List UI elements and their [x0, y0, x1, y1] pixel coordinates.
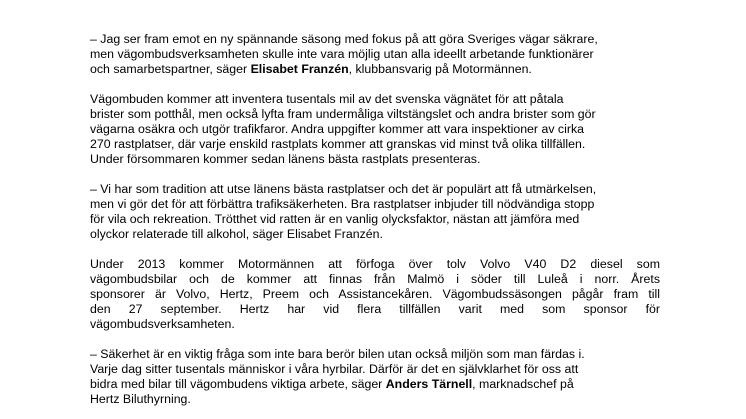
- text-line: – Jag ser fram emot en ny spännande säsong med fokus på att göra Sveriges vägar säkrare,: [90, 32, 598, 46]
- text-run: och samarbetspartner, säger: [90, 62, 251, 76]
- document-page: [90, 0, 660, 419]
- text-line: Hertz Biluthyrning.: [90, 392, 191, 406]
- text-line: sponsorer är Volvo, Hertz, Preem och Assistancekåren. Vägombudssäsongen pågår fram till: [90, 287, 660, 301]
- paragraph-inventory: [90, 92, 660, 167]
- paragraph-sponsors: [90, 257, 660, 332]
- text-line: – Vi har som tradition att utse länens bästa rastplatser och det är populärt att få utmärkelsen,: [90, 182, 597, 196]
- speaker-name: Anders Tärnell: [385, 377, 473, 391]
- text-line: men vägombudsverksamheten skulle inte vara möjlig utan alla ideellt arbetande funktionärer: [90, 47, 594, 61]
- text-line: för vila och rekreation. Trötthet vid ratten är en vanlig olycksfaktor, nästan att jämföra med: [90, 212, 580, 226]
- paragraph-quote-tarnell: [90, 347, 660, 407]
- text-run: , marknadschef på: [472, 377, 574, 391]
- text-line: Vägombuden kommer att inventera tusentals mil av det svenska vägnätet för att påtala: [90, 92, 564, 106]
- text-line: den 27 september. Hertz har vid flera tillfällen varit med som sponsor för: [90, 302, 660, 316]
- text-line: Under 2013 kommer Motormännen att förfoga över tolv Volvo V40 D2 diesel som: [90, 257, 660, 271]
- text-line: vägombudsbilar och de kommer att finnas från Malmö i söder till Luleå i norr. Årets: [90, 272, 660, 286]
- text-run: bidra med bilar till vägombudens viktiga arbete, säger: [90, 377, 386, 391]
- text-line: brister som potthål, men också lyfta fram undermåliga viltstängslet och andra brister som gör: [90, 107, 596, 121]
- text-line: men vi gör det för att förbättra trafiksäkerheten. Bra rastplatser inbjuder till nödvändiga stopp: [90, 197, 595, 211]
- text-line: [90, 377, 660, 392]
- paragraph-quote-franzen: [90, 32, 660, 77]
- text-line: Under försommaren kommer sedan länens bästa rastplats presenteras.: [90, 152, 481, 166]
- speaker-name: Elisabet Franzén: [250, 62, 349, 76]
- text-line: [90, 62, 660, 77]
- text-line: – Säkerhet är en viktig fråga som inte bara berör bilen utan också miljön som man färdas i.: [90, 347, 585, 361]
- text-line: 270 rastplatser, där varje enskild rastplats kommer att granskas vid minst två olika tillfällen.: [90, 137, 586, 151]
- paragraph-rest-stops: [90, 182, 660, 242]
- text-run: , klubbansvarig på Motormännen.: [348, 62, 532, 76]
- text-line: vägombudsverksamheten.: [90, 317, 235, 331]
- text-line: olyckor relaterade till alkohol, säger Elisabet Franzén.: [90, 227, 383, 241]
- text-line: Varje dag sitter tusentals människor i våra hyrbilar. Därför är det en självklarhet för oss att: [90, 362, 579, 376]
- text-line: vägarna osäkra och utgör trafikfaror. Andra uppgifter kommer att vara inspektioner av cirka: [90, 122, 584, 136]
